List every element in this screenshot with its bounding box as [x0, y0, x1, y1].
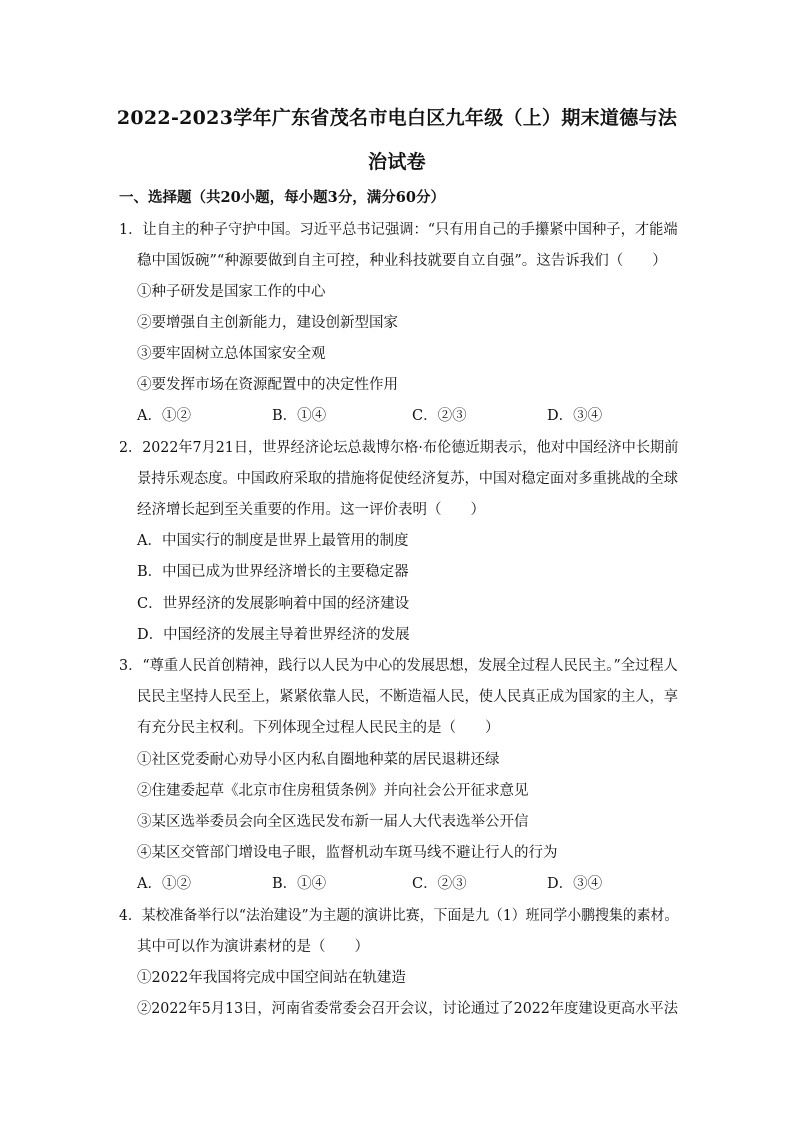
q4-stem-line1: 4．某校准备举行以“法治建设”为主题的演讲比赛，下面是九（1）班同学小鹏搜集的素材。: [119, 908, 679, 924]
q3-option-d: D．③④: [547, 876, 603, 892]
q1-statement-2: ②要增强自主创新能力，建设创新型国家: [137, 315, 398, 331]
q3-statement-3: ③某区选举委员会向全区选民发布新一届人大代表选举公开信: [137, 814, 529, 830]
q1-statement-4: ④要发挥市场在资源配置中的决定性作用: [137, 377, 398, 393]
exam-title-line2: 治试卷: [368, 151, 426, 173]
q4-stem-line2: 其中可以作为演讲素材的是（ ）: [137, 939, 369, 955]
section-heading: 一、选择题（共20小题，每小题3分，满分60分）: [119, 189, 445, 206]
q1-option-d: D．③④: [547, 408, 603, 424]
q3-stem-line3: 有充分民主权利。下列体现全过程人民民主的是（ ）: [137, 720, 500, 736]
q1-option-a: A．①②: [137, 408, 191, 424]
q3-option-b: B．①④: [272, 876, 327, 892]
q1-option-b: B．①④: [272, 408, 327, 424]
q2-stem-line2: 景持乐观态度。中国政府采取的措施将促使经济复苏，中国对稳定面对多重挑战的全球: [137, 471, 679, 487]
q3-option-c: C．②③: [412, 876, 467, 892]
q2-stem-line3: 经济增长起到至关重要的作用。这一评价表明（ ）: [137, 502, 485, 518]
q1-option-c: C．②③: [412, 408, 467, 424]
exam-title-line1: 2022-2023学年广东省茂名市电白区九年级（上）期末道德与法: [116, 107, 678, 129]
q2-stem-line1: 2．2022年7月21日，世界经济论坛总裁博尔格·布伦德近期表示，他对中国经济中长期前: [119, 440, 679, 456]
q3-option-a: A．①②: [137, 876, 191, 892]
q4-statement-2: ②2022年5月13日，河南省委常委会召开会议，讨论通过了2022年度建设更高水平法: [137, 1001, 679, 1017]
q2-option-a: A．中国实行的制度是世界上最管用的制度: [137, 533, 409, 549]
q4-statement-1: ①2022年我国将完成中国空间站在轨建造: [137, 970, 406, 986]
q3-stem-line1: 3．“尊重人民首创精神，践行以人民为中心的发展思想，发展全过程人民民主。”全过程人: [119, 658, 678, 674]
q2-option-b: B．中国已成为世界经济增长的主要稳定器: [137, 564, 409, 580]
q3-stem-line2: 民民主坚持人民至上，紧紧依靠人民，不断造福人民，使人民真正成为国家的主人，享: [137, 689, 679, 705]
q1-statement-1: ①种子研发是国家工作的中心: [137, 284, 326, 300]
q1-stem-line1: 1．让自主的种子守护中国。习近平总书记强调：“只有用自己的手攥紧中国种子，才能端: [119, 222, 678, 238]
q3-statement-1: ①社区党委耐心劝导小区内私自圈地种菜的居民退耕还绿: [137, 752, 500, 768]
q2-option-c: C．世界经济的发展影响着中国的经济建设: [137, 596, 410, 612]
q1-stem-line2: 稳中国饭碗”“种源要做到自主可控，种业科技就要自立自强”。这告诉我们（ ）: [137, 253, 667, 269]
q1-statement-3: ③要牢固树立总体国家安全观: [137, 346, 326, 362]
q3-statement-4: ④某区交管部门增设电子眼，监督机动车斑马线不避让行人的行为: [137, 845, 558, 861]
q3-statement-2: ②住建委起草《北京市住房租赁条例》并向社会公开征求意见: [137, 783, 529, 799]
q2-option-d: D．中国经济的发展主导着世界经济的发展: [137, 627, 410, 643]
